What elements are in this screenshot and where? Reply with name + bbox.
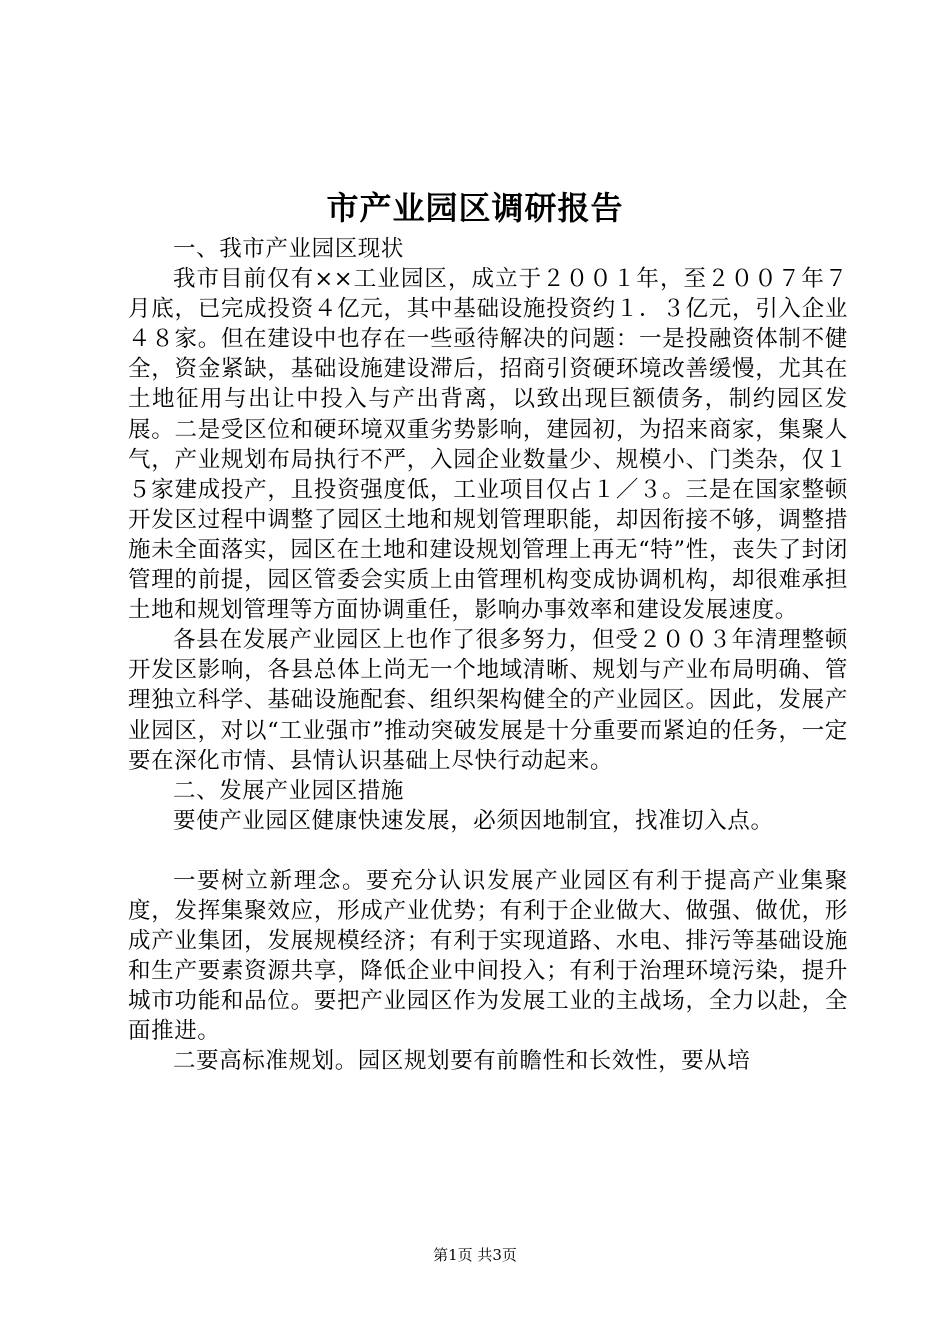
body-paragraph: 二要高标准规划。园区规划要有前瞻性和长效性，要从培	[173, 1048, 751, 1075]
body-paragraph: 要使产业园区健康快速发展，必须因地制宜，找准切入点。	[173, 807, 774, 834]
section-heading: 二、发展产业园区措施	[173, 777, 405, 804]
body-paragraph: 一要树立新理念。要充分认识发展产业园区有利于提高产业集聚度，发挥集聚效应，形成产业优势；有利于企业做大、做强、做优，形成产业集团，发展规模经济；有利于实现道路、水电、排污等基础设施和生产要素资源共享，降低企业中间投入；有利于治理环境污染，提升城市功能和品位。要把产业园区作为发展工业的主战场，全力以赴，全面推进。	[128, 867, 848, 1045]
section-heading: 一、我市产业园区现状	[173, 236, 405, 262]
document-body	[128, 234, 848, 1077]
document-title: 市产业园区调研报告	[326, 189, 624, 227]
body-paragraph: 各县在发展产业园区上也作了很多努力，但受２００３年清理整顿开发区影响，各县总体上尚无一个地域清晰、规划与产业布局明确、管理独立科学、基础设施配套、组织架构健全的产业园区。因此，发展产业园区，对以“工业强市”推动突破发展是十分重要而紧迫的任务，一定要在深化市情、县情认识基础上尽快行动起来。	[128, 627, 848, 774]
body-paragraph: 我市目前仅有××工业园区，成立于２００１年，至２００７年７月底，已完成投资４亿元，其中基础设施投资约１．３亿元，引入企业４８家。但在建设中也存在一些亟待解决的问题：一是投融资体制不健全，资金紧缺，基础设施建设滞后，招商引资硬环境改善缓慢，尤其在土地征用与出让中投入与产出背离，以致出现巨额债务，制约园区发展。二是受区位和硬环境双重劣势影响，建园初，为招来商家，集聚人气，产业规划布局执行不严，入园企业数量少、规模小、门类杂，仅１５家建成投产，且投资强度低，工业项目仅占１／３。三是在国家整顿开发区过程中调整了园区土地和规划管理职能，却因衔接不够，调整措施未全面落实，园区在土地和建设规划管理上再无“特”性，丧失了封闭管理的前提，园区管委会实质上由管理机构变成协调机构，却很难承担土地和规划管理等方面协调重任，影响办事效率和建设发展速度。	[128, 266, 848, 624]
page-footer: 第1页 共3页	[433, 1246, 517, 1264]
